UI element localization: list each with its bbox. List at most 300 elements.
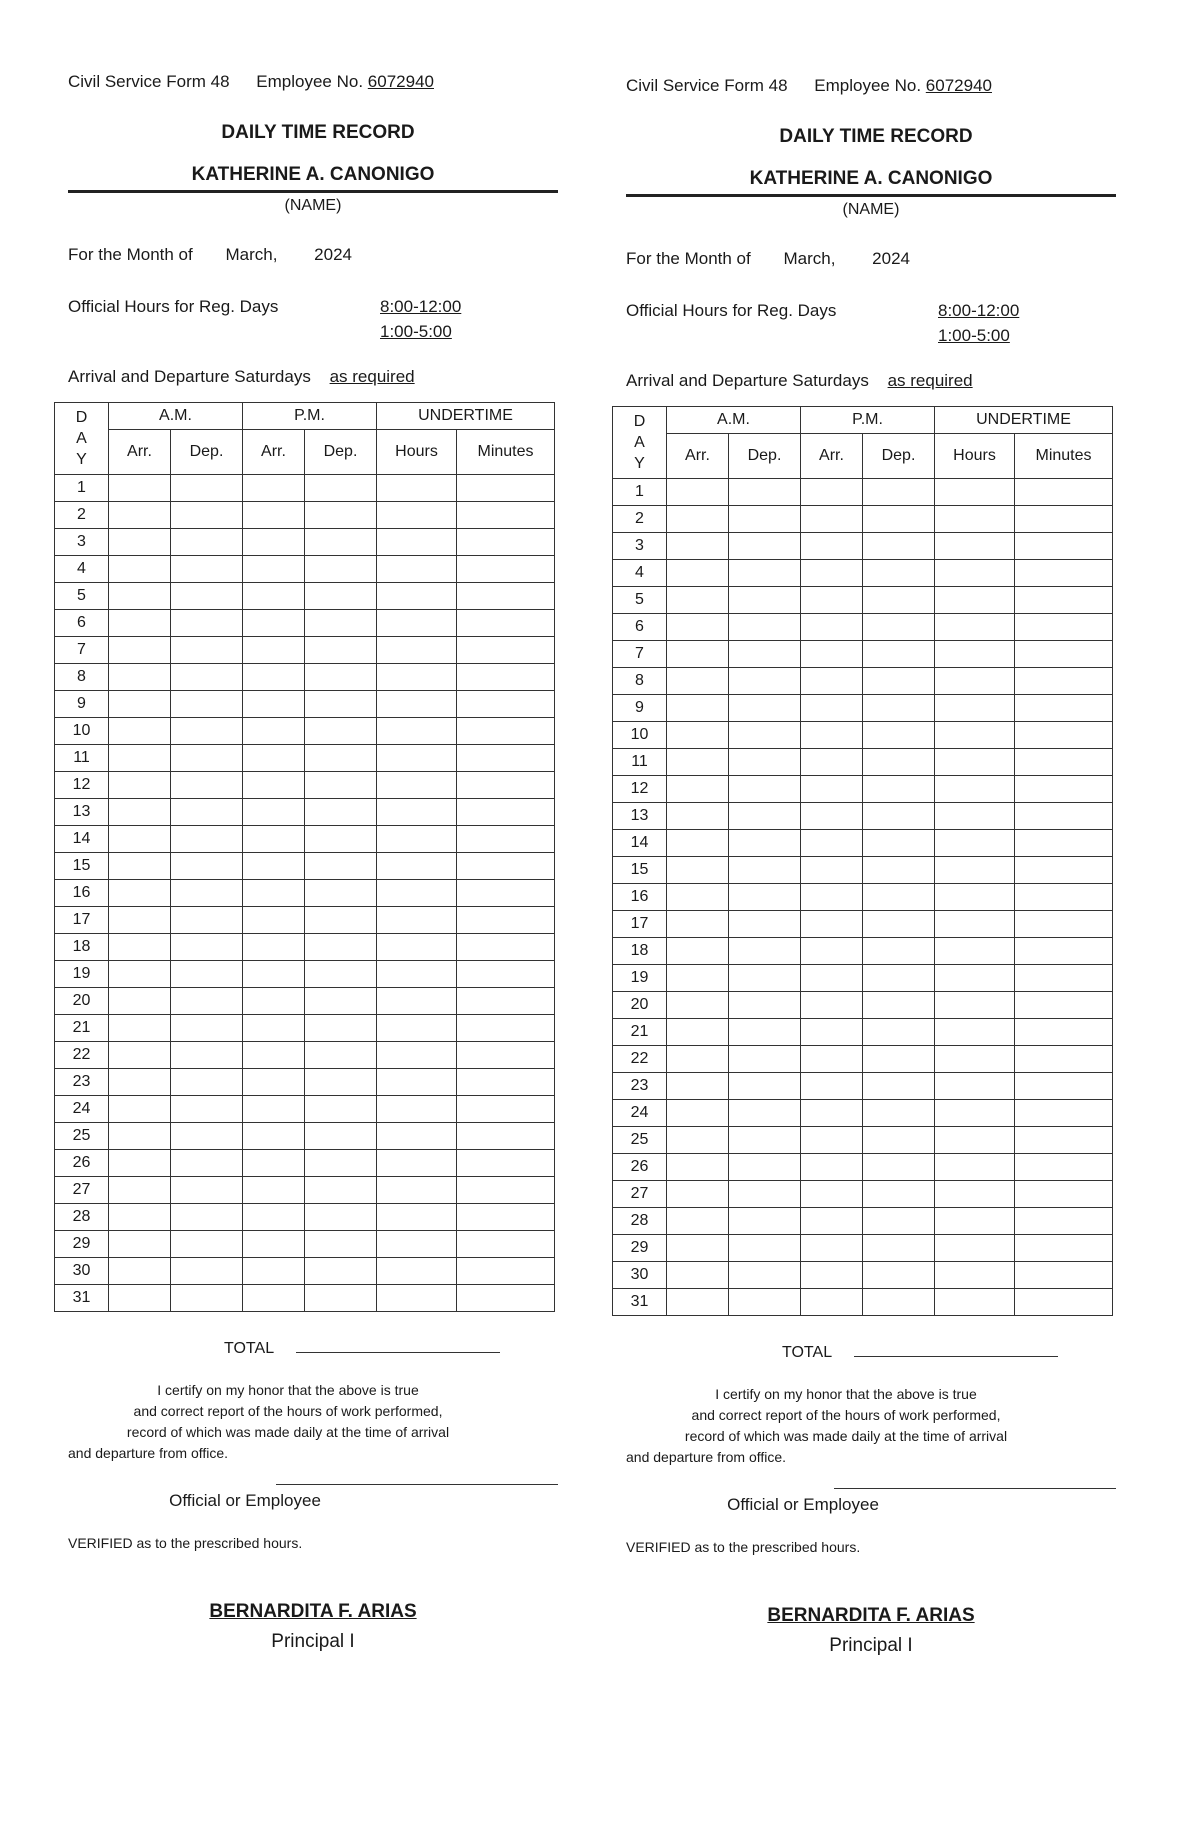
undertime-minutes-cell[interactable]: [1015, 749, 1113, 776]
undertime-hours-cell[interactable]: [377, 637, 457, 664]
undertime-minutes-cell[interactable]: [1015, 641, 1113, 668]
am-departure-cell[interactable]: [729, 749, 801, 776]
undertime-hours-cell[interactable]: [935, 1100, 1015, 1127]
employee-signature-line[interactable]: [276, 1478, 558, 1485]
am-departure-cell[interactable]: [729, 533, 801, 560]
pm-departure-cell[interactable]: [305, 1015, 377, 1042]
am-arrival-cell[interactable]: [667, 1127, 729, 1154]
am-arrival-cell[interactable]: [109, 853, 171, 880]
am-arrival-cell[interactable]: [109, 637, 171, 664]
am-arrival-cell[interactable]: [667, 830, 729, 857]
pm-departure-cell[interactable]: [305, 853, 377, 880]
undertime-hours-cell[interactable]: [377, 1123, 457, 1150]
am-arrival-cell[interactable]: [109, 556, 171, 583]
pm-arrival-cell[interactable]: [243, 853, 305, 880]
pm-departure-cell[interactable]: [863, 722, 935, 749]
pm-departure-cell[interactable]: [305, 745, 377, 772]
pm-departure-cell[interactable]: [305, 1042, 377, 1069]
am-departure-cell[interactable]: [729, 695, 801, 722]
am-departure-cell[interactable]: [171, 583, 243, 610]
undertime-hours-cell[interactable]: [935, 1289, 1015, 1316]
pm-departure-cell[interactable]: [305, 583, 377, 610]
pm-departure-cell[interactable]: [305, 934, 377, 961]
pm-arrival-cell[interactable]: [243, 1123, 305, 1150]
am-arrival-cell[interactable]: [109, 1069, 171, 1096]
am-arrival-cell[interactable]: [667, 587, 729, 614]
pm-arrival-cell[interactable]: [801, 857, 863, 884]
am-departure-cell[interactable]: [171, 1204, 243, 1231]
pm-departure-cell[interactable]: [305, 664, 377, 691]
pm-arrival-cell[interactable]: [243, 799, 305, 826]
am-arrival-cell[interactable]: [109, 799, 171, 826]
am-departure-cell[interactable]: [171, 961, 243, 988]
undertime-minutes-cell[interactable]: [457, 1285, 555, 1312]
undertime-minutes-cell[interactable]: [1015, 1262, 1113, 1289]
pm-departure-cell[interactable]: [863, 533, 935, 560]
undertime-hours-cell[interactable]: [935, 1208, 1015, 1235]
undertime-minutes-cell[interactable]: [457, 502, 555, 529]
undertime-minutes-cell[interactable]: [1015, 533, 1113, 560]
undertime-hours-cell[interactable]: [935, 479, 1015, 506]
pm-departure-cell[interactable]: [863, 938, 935, 965]
pm-arrival-cell[interactable]: [801, 641, 863, 668]
undertime-hours-cell[interactable]: [377, 799, 457, 826]
pm-departure-cell[interactable]: [305, 880, 377, 907]
am-arrival-cell[interactable]: [109, 610, 171, 637]
pm-departure-cell[interactable]: [305, 772, 377, 799]
am-departure-cell[interactable]: [171, 1015, 243, 1042]
undertime-minutes-cell[interactable]: [1015, 695, 1113, 722]
am-departure-cell[interactable]: [171, 1285, 243, 1312]
am-departure-cell[interactable]: [171, 1069, 243, 1096]
pm-departure-cell[interactable]: [863, 1127, 935, 1154]
pm-departure-cell[interactable]: [863, 857, 935, 884]
pm-departure-cell[interactable]: [305, 907, 377, 934]
pm-departure-cell[interactable]: [305, 826, 377, 853]
am-departure-cell[interactable]: [729, 479, 801, 506]
pm-arrival-cell[interactable]: [243, 907, 305, 934]
pm-departure-cell[interactable]: [305, 799, 377, 826]
undertime-minutes-cell[interactable]: [1015, 614, 1113, 641]
undertime-minutes-cell[interactable]: [1015, 938, 1113, 965]
am-departure-cell[interactable]: [171, 1258, 243, 1285]
am-arrival-cell[interactable]: [109, 502, 171, 529]
undertime-minutes-cell[interactable]: [1015, 1073, 1113, 1100]
pm-departure-cell[interactable]: [863, 1262, 935, 1289]
am-departure-cell[interactable]: [171, 826, 243, 853]
undertime-hours-cell[interactable]: [935, 722, 1015, 749]
am-departure-cell[interactable]: [171, 988, 243, 1015]
am-departure-cell[interactable]: [729, 857, 801, 884]
undertime-hours-cell[interactable]: [377, 610, 457, 637]
undertime-minutes-cell[interactable]: [1015, 587, 1113, 614]
am-arrival-cell[interactable]: [109, 718, 171, 745]
pm-arrival-cell[interactable]: [243, 1150, 305, 1177]
am-departure-cell[interactable]: [171, 799, 243, 826]
pm-arrival-cell[interactable]: [243, 502, 305, 529]
pm-departure-cell[interactable]: [863, 1073, 935, 1100]
pm-departure-cell[interactable]: [863, 965, 935, 992]
am-departure-cell[interactable]: [729, 803, 801, 830]
pm-arrival-cell[interactable]: [243, 637, 305, 664]
am-arrival-cell[interactable]: [667, 776, 729, 803]
am-arrival-cell[interactable]: [667, 641, 729, 668]
undertime-hours-cell[interactable]: [935, 695, 1015, 722]
undertime-hours-cell[interactable]: [935, 749, 1015, 776]
pm-arrival-cell[interactable]: [801, 1289, 863, 1316]
undertime-minutes-cell[interactable]: [1015, 1181, 1113, 1208]
undertime-hours-cell[interactable]: [377, 1177, 457, 1204]
undertime-hours-cell[interactable]: [935, 1181, 1015, 1208]
pm-arrival-cell[interactable]: [243, 1015, 305, 1042]
undertime-hours-cell[interactable]: [935, 641, 1015, 668]
am-arrival-cell[interactable]: [667, 1181, 729, 1208]
pm-arrival-cell[interactable]: [243, 961, 305, 988]
undertime-minutes-cell[interactable]: [1015, 803, 1113, 830]
pm-arrival-cell[interactable]: [801, 965, 863, 992]
am-arrival-cell[interactable]: [109, 529, 171, 556]
pm-arrival-cell[interactable]: [243, 529, 305, 556]
am-departure-cell[interactable]: [729, 938, 801, 965]
undertime-minutes-cell[interactable]: [457, 772, 555, 799]
undertime-hours-cell[interactable]: [377, 1285, 457, 1312]
am-arrival-cell[interactable]: [667, 614, 729, 641]
pm-arrival-cell[interactable]: [801, 1100, 863, 1127]
pm-arrival-cell[interactable]: [243, 1096, 305, 1123]
am-departure-cell[interactable]: [729, 722, 801, 749]
pm-arrival-cell[interactable]: [801, 1154, 863, 1181]
pm-arrival-cell[interactable]: [801, 938, 863, 965]
undertime-hours-cell[interactable]: [377, 1015, 457, 1042]
pm-arrival-cell[interactable]: [243, 1258, 305, 1285]
undertime-hours-cell[interactable]: [377, 691, 457, 718]
am-departure-cell[interactable]: [171, 475, 243, 502]
am-departure-cell[interactable]: [171, 637, 243, 664]
undertime-hours-cell[interactable]: [935, 533, 1015, 560]
undertime-minutes-cell[interactable]: [457, 880, 555, 907]
undertime-hours-cell[interactable]: [935, 965, 1015, 992]
undertime-hours-cell[interactable]: [377, 853, 457, 880]
am-arrival-cell[interactable]: [109, 1042, 171, 1069]
pm-arrival-cell[interactable]: [801, 776, 863, 803]
am-arrival-cell[interactable]: [667, 506, 729, 533]
pm-arrival-cell[interactable]: [801, 992, 863, 1019]
undertime-hours-cell[interactable]: [935, 884, 1015, 911]
pm-arrival-cell[interactable]: [801, 560, 863, 587]
undertime-minutes-cell[interactable]: [457, 583, 555, 610]
undertime-hours-cell[interactable]: [935, 1127, 1015, 1154]
am-arrival-cell[interactable]: [109, 475, 171, 502]
am-arrival-cell[interactable]: [109, 1177, 171, 1204]
am-arrival-cell[interactable]: [667, 857, 729, 884]
total-blank[interactable]: [854, 1342, 1058, 1357]
pm-arrival-cell[interactable]: [801, 803, 863, 830]
am-arrival-cell[interactable]: [667, 1235, 729, 1262]
pm-arrival-cell[interactable]: [243, 1204, 305, 1231]
am-departure-cell[interactable]: [171, 1231, 243, 1258]
am-departure-cell[interactable]: [729, 506, 801, 533]
undertime-hours-cell[interactable]: [935, 668, 1015, 695]
pm-departure-cell[interactable]: [305, 610, 377, 637]
am-arrival-cell[interactable]: [109, 934, 171, 961]
am-arrival-cell[interactable]: [667, 1289, 729, 1316]
am-arrival-cell[interactable]: [109, 1204, 171, 1231]
pm-departure-cell[interactable]: [863, 614, 935, 641]
undertime-hours-cell[interactable]: [377, 529, 457, 556]
undertime-hours-cell[interactable]: [377, 1204, 457, 1231]
pm-departure-cell[interactable]: [863, 1100, 935, 1127]
undertime-hours-cell[interactable]: [935, 1019, 1015, 1046]
undertime-minutes-cell[interactable]: [1015, 479, 1113, 506]
undertime-hours-cell[interactable]: [377, 772, 457, 799]
employee-signature-line[interactable]: [834, 1482, 1116, 1489]
undertime-hours-cell[interactable]: [377, 745, 457, 772]
pm-departure-cell[interactable]: [863, 560, 935, 587]
pm-departure-cell[interactable]: [305, 988, 377, 1015]
undertime-minutes-cell[interactable]: [1015, 1154, 1113, 1181]
am-departure-cell[interactable]: [171, 1096, 243, 1123]
pm-departure-cell[interactable]: [863, 830, 935, 857]
undertime-hours-cell[interactable]: [935, 857, 1015, 884]
undertime-hours-cell[interactable]: [935, 776, 1015, 803]
am-arrival-cell[interactable]: [109, 1150, 171, 1177]
am-arrival-cell[interactable]: [109, 772, 171, 799]
pm-arrival-cell[interactable]: [801, 1262, 863, 1289]
undertime-hours-cell[interactable]: [377, 961, 457, 988]
am-departure-cell[interactable]: [729, 965, 801, 992]
pm-departure-cell[interactable]: [305, 556, 377, 583]
undertime-hours-cell[interactable]: [377, 988, 457, 1015]
am-departure-cell[interactable]: [171, 907, 243, 934]
pm-arrival-cell[interactable]: [801, 1046, 863, 1073]
pm-arrival-cell[interactable]: [801, 749, 863, 776]
am-departure-cell[interactable]: [729, 830, 801, 857]
pm-arrival-cell[interactable]: [243, 988, 305, 1015]
pm-departure-cell[interactable]: [305, 691, 377, 718]
pm-arrival-cell[interactable]: [243, 664, 305, 691]
pm-departure-cell[interactable]: [305, 1231, 377, 1258]
am-departure-cell[interactable]: [729, 1262, 801, 1289]
am-arrival-cell[interactable]: [667, 479, 729, 506]
undertime-minutes-cell[interactable]: [1015, 722, 1113, 749]
undertime-hours-cell[interactable]: [377, 907, 457, 934]
am-arrival-cell[interactable]: [109, 1258, 171, 1285]
undertime-hours-cell[interactable]: [377, 664, 457, 691]
am-departure-cell[interactable]: [171, 772, 243, 799]
am-arrival-cell[interactable]: [667, 992, 729, 1019]
pm-arrival-cell[interactable]: [243, 610, 305, 637]
pm-departure-cell[interactable]: [863, 506, 935, 533]
am-departure-cell[interactable]: [729, 992, 801, 1019]
am-departure-cell[interactable]: [171, 610, 243, 637]
pm-arrival-cell[interactable]: [801, 587, 863, 614]
undertime-minutes-cell[interactable]: [457, 988, 555, 1015]
pm-departure-cell[interactable]: [863, 587, 935, 614]
am-departure-cell[interactable]: [729, 1208, 801, 1235]
pm-departure-cell[interactable]: [305, 1204, 377, 1231]
pm-arrival-cell[interactable]: [801, 1019, 863, 1046]
am-departure-cell[interactable]: [729, 614, 801, 641]
am-departure-cell[interactable]: [729, 641, 801, 668]
am-arrival-cell[interactable]: [667, 668, 729, 695]
pm-arrival-cell[interactable]: [243, 1042, 305, 1069]
undertime-hours-cell[interactable]: [935, 911, 1015, 938]
undertime-minutes-cell[interactable]: [457, 637, 555, 664]
am-departure-cell[interactable]: [171, 1123, 243, 1150]
undertime-hours-cell[interactable]: [935, 506, 1015, 533]
am-arrival-cell[interactable]: [667, 938, 729, 965]
am-departure-cell[interactable]: [729, 560, 801, 587]
pm-arrival-cell[interactable]: [243, 475, 305, 502]
undertime-hours-cell[interactable]: [377, 556, 457, 583]
pm-departure-cell[interactable]: [863, 749, 935, 776]
pm-arrival-cell[interactable]: [801, 1235, 863, 1262]
undertime-hours-cell[interactable]: [377, 1096, 457, 1123]
pm-arrival-cell[interactable]: [243, 1231, 305, 1258]
pm-departure-cell[interactable]: [863, 992, 935, 1019]
pm-departure-cell[interactable]: [305, 1285, 377, 1312]
undertime-minutes-cell[interactable]: [457, 907, 555, 934]
pm-departure-cell[interactable]: [863, 1154, 935, 1181]
undertime-minutes-cell[interactable]: [457, 1150, 555, 1177]
pm-departure-cell[interactable]: [305, 475, 377, 502]
undertime-minutes-cell[interactable]: [1015, 965, 1113, 992]
am-departure-cell[interactable]: [729, 1154, 801, 1181]
am-arrival-cell[interactable]: [667, 1208, 729, 1235]
undertime-hours-cell[interactable]: [935, 803, 1015, 830]
undertime-minutes-cell[interactable]: [457, 529, 555, 556]
pm-departure-cell[interactable]: [305, 1150, 377, 1177]
am-arrival-cell[interactable]: [109, 880, 171, 907]
am-arrival-cell[interactable]: [667, 803, 729, 830]
am-departure-cell[interactable]: [729, 1046, 801, 1073]
pm-arrival-cell[interactable]: [801, 695, 863, 722]
undertime-hours-cell[interactable]: [935, 992, 1015, 1019]
pm-arrival-cell[interactable]: [801, 830, 863, 857]
undertime-minutes-cell[interactable]: [1015, 884, 1113, 911]
undertime-minutes-cell[interactable]: [1015, 1289, 1113, 1316]
undertime-minutes-cell[interactable]: [457, 934, 555, 961]
am-arrival-cell[interactable]: [109, 583, 171, 610]
pm-departure-cell[interactable]: [863, 1046, 935, 1073]
am-arrival-cell[interactable]: [109, 1231, 171, 1258]
am-arrival-cell[interactable]: [667, 533, 729, 560]
pm-arrival-cell[interactable]: [801, 479, 863, 506]
undertime-hours-cell[interactable]: [935, 560, 1015, 587]
undertime-minutes-cell[interactable]: [457, 664, 555, 691]
am-departure-cell[interactable]: [171, 1177, 243, 1204]
undertime-minutes-cell[interactable]: [457, 1069, 555, 1096]
pm-arrival-cell[interactable]: [243, 1069, 305, 1096]
pm-arrival-cell[interactable]: [801, 722, 863, 749]
am-arrival-cell[interactable]: [667, 722, 729, 749]
am-arrival-cell[interactable]: [667, 965, 729, 992]
undertime-hours-cell[interactable]: [935, 1154, 1015, 1181]
pm-arrival-cell[interactable]: [801, 1208, 863, 1235]
undertime-hours-cell[interactable]: [377, 475, 457, 502]
pm-departure-cell[interactable]: [305, 961, 377, 988]
undertime-hours-cell[interactable]: [935, 1046, 1015, 1073]
am-arrival-cell[interactable]: [667, 1100, 729, 1127]
undertime-hours-cell[interactable]: [935, 1235, 1015, 1262]
pm-arrival-cell[interactable]: [801, 1127, 863, 1154]
pm-departure-cell[interactable]: [863, 695, 935, 722]
pm-departure-cell[interactable]: [863, 479, 935, 506]
undertime-minutes-cell[interactable]: [457, 1204, 555, 1231]
am-arrival-cell[interactable]: [109, 1285, 171, 1312]
pm-departure-cell[interactable]: [305, 718, 377, 745]
undertime-hours-cell[interactable]: [377, 1150, 457, 1177]
undertime-hours-cell[interactable]: [935, 587, 1015, 614]
undertime-hours-cell[interactable]: [935, 830, 1015, 857]
pm-departure-cell[interactable]: [863, 668, 935, 695]
undertime-minutes-cell[interactable]: [457, 799, 555, 826]
am-arrival-cell[interactable]: [667, 1262, 729, 1289]
am-arrival-cell[interactable]: [109, 664, 171, 691]
am-departure-cell[interactable]: [171, 718, 243, 745]
am-departure-cell[interactable]: [171, 1042, 243, 1069]
undertime-minutes-cell[interactable]: [1015, 1019, 1113, 1046]
pm-departure-cell[interactable]: [305, 1069, 377, 1096]
undertime-hours-cell[interactable]: [377, 826, 457, 853]
undertime-hours-cell[interactable]: [377, 1258, 457, 1285]
am-arrival-cell[interactable]: [667, 1154, 729, 1181]
undertime-hours-cell[interactable]: [377, 583, 457, 610]
am-departure-cell[interactable]: [729, 776, 801, 803]
am-departure-cell[interactable]: [729, 1019, 801, 1046]
undertime-minutes-cell[interactable]: [457, 1231, 555, 1258]
am-departure-cell[interactable]: [171, 691, 243, 718]
am-departure-cell[interactable]: [171, 880, 243, 907]
pm-arrival-cell[interactable]: [801, 884, 863, 911]
am-departure-cell[interactable]: [729, 1235, 801, 1262]
pm-departure-cell[interactable]: [863, 1208, 935, 1235]
am-arrival-cell[interactable]: [667, 1073, 729, 1100]
pm-departure-cell[interactable]: [305, 637, 377, 664]
pm-departure-cell[interactable]: [305, 1258, 377, 1285]
am-departure-cell[interactable]: [171, 664, 243, 691]
pm-arrival-cell[interactable]: [243, 556, 305, 583]
pm-departure-cell[interactable]: [305, 1177, 377, 1204]
undertime-minutes-cell[interactable]: [457, 475, 555, 502]
am-arrival-cell[interactable]: [667, 560, 729, 587]
undertime-minutes-cell[interactable]: [457, 961, 555, 988]
pm-arrival-cell[interactable]: [801, 1073, 863, 1100]
am-arrival-cell[interactable]: [667, 911, 729, 938]
undertime-hours-cell[interactable]: [377, 880, 457, 907]
undertime-minutes-cell[interactable]: [1015, 830, 1113, 857]
pm-departure-cell[interactable]: [863, 641, 935, 668]
am-departure-cell[interactable]: [171, 502, 243, 529]
undertime-minutes-cell[interactable]: [457, 826, 555, 853]
pm-arrival-cell[interactable]: [243, 880, 305, 907]
am-departure-cell[interactable]: [171, 1150, 243, 1177]
undertime-minutes-cell[interactable]: [457, 1096, 555, 1123]
am-arrival-cell[interactable]: [109, 988, 171, 1015]
am-departure-cell[interactable]: [729, 668, 801, 695]
undertime-minutes-cell[interactable]: [1015, 1100, 1113, 1127]
pm-departure-cell[interactable]: [863, 1019, 935, 1046]
am-departure-cell[interactable]: [729, 1100, 801, 1127]
am-departure-cell[interactable]: [171, 529, 243, 556]
am-arrival-cell[interactable]: [109, 826, 171, 853]
undertime-minutes-cell[interactable]: [1015, 560, 1113, 587]
undertime-hours-cell[interactable]: [377, 502, 457, 529]
undertime-hours-cell[interactable]: [935, 1262, 1015, 1289]
pm-arrival-cell[interactable]: [243, 826, 305, 853]
undertime-hours-cell[interactable]: [935, 1073, 1015, 1100]
pm-departure-cell[interactable]: [305, 502, 377, 529]
